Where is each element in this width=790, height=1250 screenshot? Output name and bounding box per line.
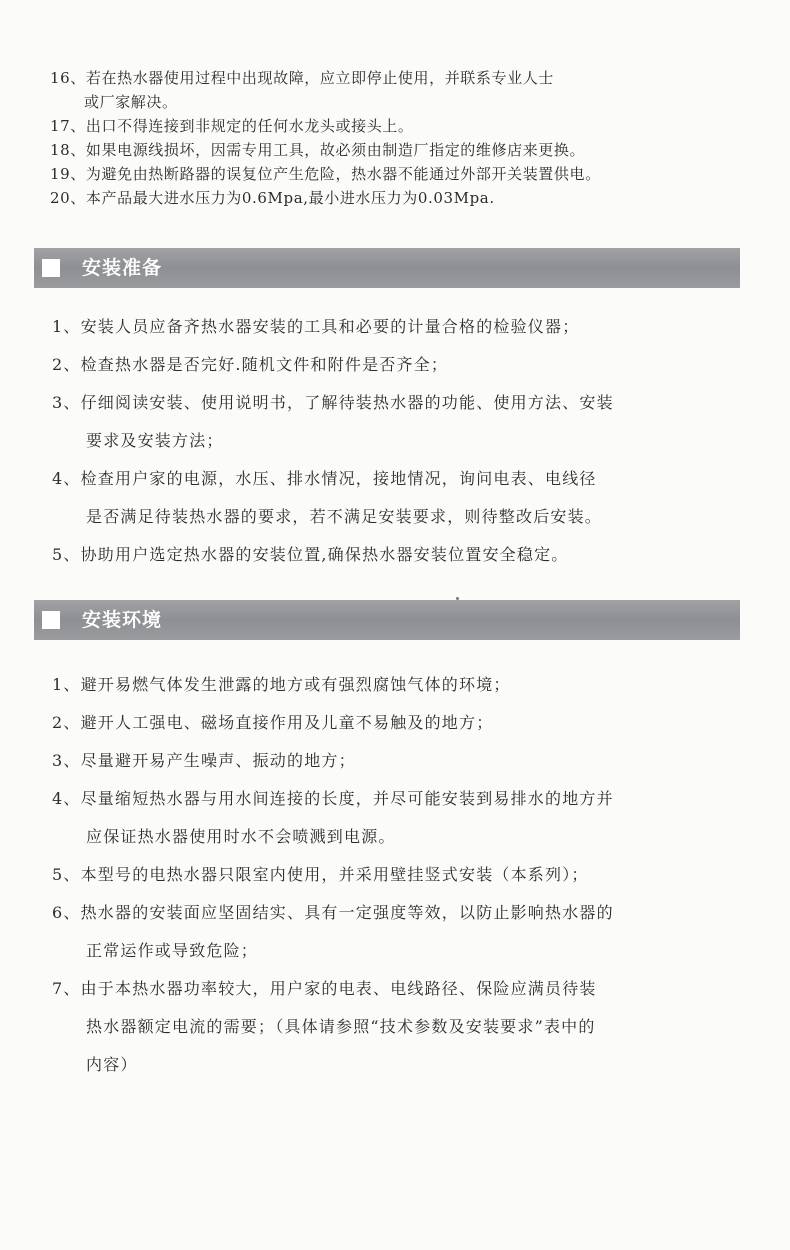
list-item: 16、若在热水器使用过程中出现故障，应立即停止使用，并联系专业人士 或厂家解决。 [50,69,554,111]
list-item: 1、安装人员应备齐热水器安装的工具和必要的计量合格的检验仪器； [52,317,580,336]
list-item: 20、本产品最大进水压力为0.6Mpa,最小进水压力为0.03Mpa. [50,189,495,207]
list-item: 17、出口不得连接到非规定的任何水龙头或接头上。 [50,117,414,135]
list-item: 4、尽量缩短热水器与用水间连接的长度，并尽可能安装到易排水的地方并 应保证热水器使用时水不会喷溅到电源。 [52,789,614,846]
list-item: 19、为避免由热断路器的误复位产生危险，热水器不能通过外部开关装置供电。 [50,165,601,183]
list-item: 6、热水器的安装面应坚固结实、具有一定强度等效，以防止影响热水器的 正常运作或导致危险； [52,903,614,960]
section-header-installation-preparation [34,248,740,288]
list-item: 4、检查用户家的电源，水压、排水情况，接地情况，询问电表、电线径 是否满足待装热水器的要求，若不满足安装要求，则待整改后安装。 [52,469,603,526]
safety-notes-list [50,66,770,210]
list-item: 3、仔细阅读安装、使用说明书，了解待装热水器的功能、使用方法、安装 要求及安装方法； [52,393,614,450]
list-item: 18、如果电源线损坏，因需专用工具，故必须由制造厂指定的维修店来更换。 [50,141,586,159]
installation-environment-list [52,666,752,1084]
section-title: 安装准备 [82,257,163,279]
square-bullet-icon [42,259,60,277]
list-item: 1、避开易燃气体发生泄露的地方或有强烈腐蚀气体的环境； [52,675,511,694]
list-item: 2、避开人工强电、磁场直接作用及儿童不易触及的地方； [52,713,494,732]
list-item: 3、尽量避开易产生噪声、振动的地方； [52,751,356,770]
section-title: 安装环境 [82,609,163,631]
list-item: 5、本型号的电热水器只限室内使用，并采用壁挂竖式安装（本系列）； [52,865,589,884]
installation-preparation-list [52,308,752,574]
list-item: 5、协助用户选定热水器的安装位置,确保热水器安装位置安全稳定。 [52,545,569,564]
list-item: 7、由于本热水器功率较大，用户家的电表、电线路径、保险应满员待装 热水器额定电流的需要；（具体请参照“技术参数及安装要求”表中的 内容） [52,979,597,1074]
square-bullet-icon [42,611,60,629]
section-header-installation-environment [34,600,740,640]
list-item: 2、检查热水器是否完好.随机文件和附件是否齐全； [52,355,449,374]
